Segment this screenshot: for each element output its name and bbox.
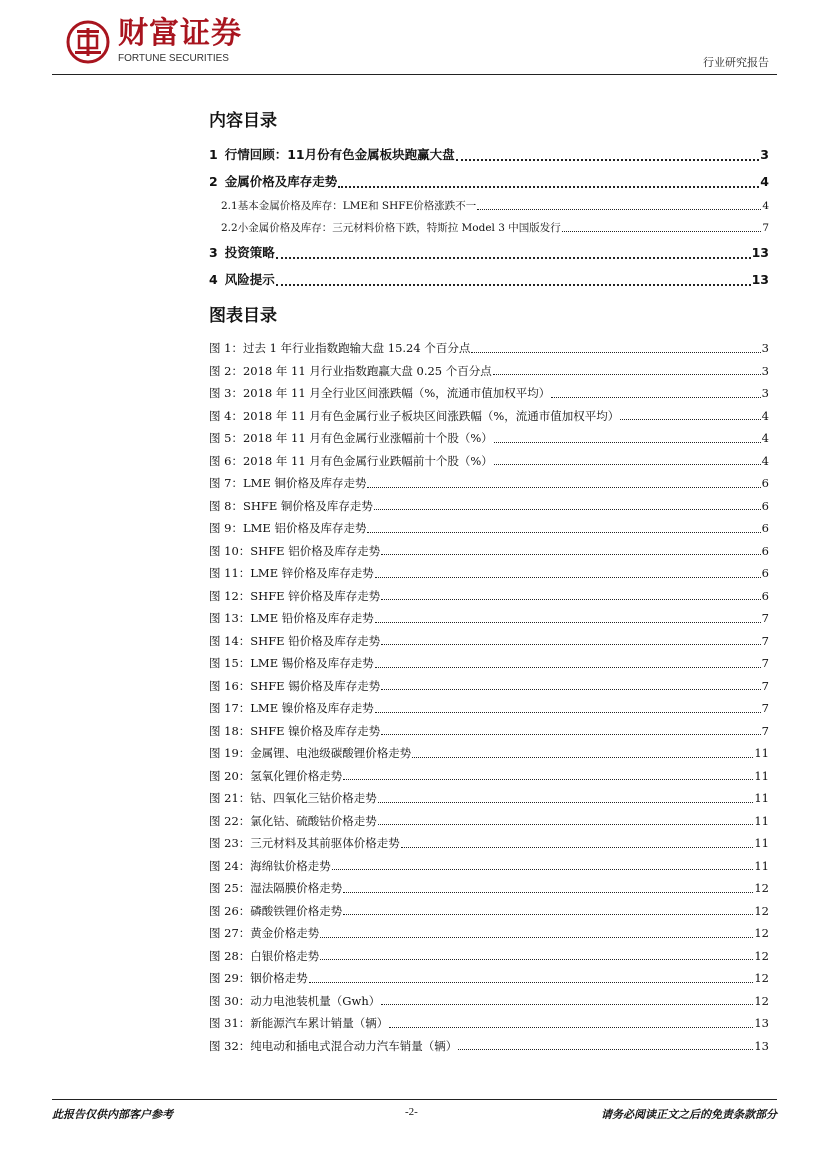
- figure-entry-page: 6: [761, 588, 769, 603]
- figure-entry-text: [209, 495, 373, 518]
- figure-entry[interactable]: [209, 990, 769, 1013]
- figure-entry[interactable]: [209, 427, 769, 450]
- figure-entry-page: 3: [761, 386, 769, 400]
- dot-leader: [381, 592, 760, 600]
- figure-entry-title: SHFE 锌价格及库存走势: [250, 588, 381, 603]
- figure-entry[interactable]: [209, 607, 769, 630]
- footer-notice: 请务必阅读正文之后的免责条款部分: [601, 1108, 777, 1121]
- figure-entry[interactable]: [209, 697, 769, 720]
- figure-entry-text: [209, 765, 342, 788]
- figure-entry-text: [209, 697, 374, 720]
- figure-entry-title: LME 铜价格及库存走势: [242, 476, 367, 490]
- figure-entry-title: 钴、四氧化三钴价格走势: [250, 791, 377, 805]
- figure-entry-label: 图 18：: [209, 723, 251, 738]
- footer-divider: [52, 1099, 777, 1100]
- figure-entry-page: 4: [761, 431, 769, 445]
- toc-entry-number: 2.2: [221, 222, 238, 234]
- figure-entry-label: 图 16：: [209, 678, 251, 693]
- toc-entry-number: 1: [209, 147, 218, 162]
- figure-entry-text: [209, 945, 319, 968]
- dot-leader: [378, 795, 754, 803]
- toc-entry-number: 4: [209, 272, 218, 287]
- figure-entry-label: 图 9：: [209, 521, 243, 535]
- figure-entry-title: SHFE 锡价格及库存走势: [250, 678, 381, 693]
- figure-entry-text: [209, 472, 366, 495]
- figure-entry[interactable]: [209, 630, 769, 653]
- figure-entry-title: SHFE 铝价格及库存走势: [250, 543, 381, 558]
- figure-entry[interactable]: [209, 675, 769, 698]
- fortune-logo-icon: [66, 20, 110, 64]
- toc-entry[interactable]: [209, 217, 769, 239]
- figure-entry[interactable]: [209, 360, 769, 383]
- figure-entry-label: 图 4：: [209, 408, 243, 423]
- figure-entry-text: [209, 922, 319, 945]
- dot-leader: [381, 682, 760, 690]
- figure-entry-label: 图 6：: [209, 453, 243, 468]
- dot-leader: [276, 250, 751, 259]
- figure-entry-title: LME 镍价格及库存走势: [250, 701, 374, 715]
- figure-entry-page: 6: [761, 476, 769, 490]
- toc-entry[interactable]: [209, 195, 769, 217]
- figure-entry[interactable]: [209, 562, 769, 585]
- figure-entry-label: 图 31：: [209, 1016, 251, 1030]
- figure-entry-page: 11: [754, 791, 769, 805]
- figure-entry-label: 图 23：: [209, 836, 251, 850]
- figure-entry-label: 图 1：: [209, 341, 243, 355]
- figure-entry-text: [209, 1012, 388, 1035]
- figure-entry-title: 磷酸铁锂价格走势: [250, 903, 343, 918]
- dot-leader: [332, 862, 754, 870]
- figure-entry-page: 11: [754, 768, 769, 783]
- dot-leader: [378, 817, 754, 825]
- toc-entry-text: [221, 217, 561, 239]
- page-header: [0, 0, 827, 80]
- figure-entry[interactable]: [209, 585, 769, 608]
- figure-entry-label: 图 17：: [209, 701, 251, 715]
- figure-entry-text: [209, 607, 374, 630]
- figure-entry-title: 氯化钴、硫酸钴价格走势: [250, 813, 377, 828]
- figure-entry-page: 7: [761, 701, 769, 715]
- dot-leader: [367, 525, 760, 533]
- toc-entry-text: [209, 168, 337, 195]
- toc-entry-number: 3: [209, 245, 218, 260]
- dot-leader: [477, 202, 761, 210]
- page-number: -2-: [405, 1106, 418, 1118]
- figure-entry-text: [209, 540, 380, 563]
- figures-list: [209, 337, 769, 1057]
- figure-entry-label: 图 27：: [209, 926, 251, 940]
- logo-english-name: FORTUNE SECURITIES: [118, 53, 229, 64]
- figure-entry[interactable]: [209, 450, 769, 473]
- figure-entry-label: 图 30：: [209, 993, 251, 1008]
- figure-entry-text: [209, 382, 550, 405]
- figure-entry-text: [209, 630, 380, 653]
- dot-leader: [471, 345, 760, 353]
- toc-title: 内容目录: [209, 111, 277, 131]
- figure-entry-text: [209, 652, 374, 675]
- dot-leader: [375, 570, 761, 578]
- figure-entry-text: [209, 562, 374, 585]
- figure-entry-label: 图 29：: [209, 971, 251, 985]
- figure-entry-page: 12: [754, 993, 769, 1008]
- toc-entry-title: 行情回顾：11月份有色金属板块跑赢大盘: [224, 147, 455, 162]
- figure-entry-text: [209, 585, 380, 608]
- figure-entry-title: 2018 年 11 月有色金属行业子板块区间涨跌幅（%，流通市值加权平均）: [242, 408, 620, 423]
- figure-entry-text: [209, 720, 380, 743]
- toc-entry-number: 2.1: [221, 200, 238, 212]
- figure-entry-text: [209, 360, 492, 383]
- dot-leader: [562, 224, 762, 232]
- figure-entry-page: 12: [754, 971, 769, 985]
- figure-entry[interactable]: [209, 922, 769, 945]
- figure-entry-title: 2018 年 11 月有色金属行业涨幅前十个股（%）: [242, 431, 493, 445]
- figure-entry-page: 11: [754, 836, 769, 850]
- dot-leader: [381, 727, 760, 735]
- figure-entry[interactable]: [209, 382, 769, 405]
- toc-entry-page: 4: [762, 200, 769, 212]
- figure-entry-title: SHFE 铅价格及库存走势: [250, 633, 381, 648]
- figure-entry[interactable]: [209, 877, 769, 900]
- figure-entry[interactable]: [209, 810, 769, 833]
- dot-leader: [381, 547, 760, 555]
- figure-entry[interactable]: [209, 1012, 769, 1035]
- figure-entry-title: 氢氧化锂价格走势: [250, 768, 343, 783]
- figures-title: 图表目录: [209, 306, 277, 326]
- dot-leader: [276, 277, 751, 286]
- figure-entry-title: 2018 年 11 月有色金属行业跌幅前十个股（%）: [242, 453, 493, 468]
- footer-disclaimer: 此报告仅供内部客户参考: [52, 1108, 173, 1121]
- toc-entry[interactable]: [209, 266, 769, 293]
- figure-entry[interactable]: [209, 945, 769, 968]
- figure-entry-title: 白银价格走势: [250, 948, 320, 963]
- figure-entry-page: 6: [761, 543, 769, 558]
- figure-entry-page: 11: [754, 746, 769, 760]
- dot-leader: [494, 435, 761, 443]
- toc-entry-title: 基本金属价格及库存：LME和 SHFE价格涨跌不一: [237, 200, 477, 212]
- figure-entry-title: 过去 1 年行业指数跑输大盘 15.24 个百分点: [242, 341, 471, 355]
- figure-entry-label: 图 3：: [209, 386, 243, 400]
- figure-entry-page: 3: [761, 341, 769, 355]
- figure-entry-title: 铟价格走势: [250, 971, 308, 985]
- figure-entry-title: LME 铝价格及库存走势: [242, 521, 367, 535]
- figure-entry[interactable]: [209, 1035, 769, 1058]
- figure-entry-title: LME 锌价格及库存走势: [250, 566, 374, 580]
- figure-entry-text: [209, 1035, 457, 1058]
- dot-leader: [493, 367, 761, 375]
- dot-leader: [320, 952, 753, 960]
- dot-leader: [309, 975, 754, 983]
- figure-entry-label: 图 32：: [209, 1038, 251, 1053]
- dot-leader: [343, 772, 753, 780]
- figure-entry-page: 6: [761, 521, 769, 535]
- toc-entry-page: 4: [760, 174, 769, 189]
- dot-leader: [458, 1042, 753, 1050]
- figure-entry-text: [209, 405, 619, 428]
- figure-entry-title: SHFE 铜价格及库存走势: [242, 498, 373, 513]
- dot-leader: [320, 930, 753, 938]
- toc-entry[interactable]: [209, 168, 769, 195]
- figure-entry-label: 图 11：: [209, 566, 251, 580]
- figure-entry-label: 图 14：: [209, 633, 251, 648]
- toc-entry-text: [209, 266, 275, 293]
- dot-leader: [381, 637, 760, 645]
- figure-entry-page: 12: [754, 948, 769, 963]
- figure-entry[interactable]: [209, 337, 769, 360]
- toc-entry-page: 13: [751, 272, 769, 287]
- figure-entry-title: LME 锡价格及库存走势: [250, 656, 374, 670]
- toc-entry[interactable]: [209, 239, 769, 266]
- report-type-label: 行业研究报告: [703, 56, 769, 69]
- figure-entry-title: 纯电动和插电式混合动力汽车销量（辆）: [250, 1038, 458, 1053]
- figure-entry-page: 6: [761, 566, 769, 580]
- figure-entry-page: 11: [754, 858, 769, 873]
- figure-entry-label: 图 13：: [209, 611, 251, 625]
- figure-entry-label: 图 8：: [209, 498, 243, 513]
- figure-entry-label: 图 15：: [209, 656, 251, 670]
- toc-entry[interactable]: [209, 141, 769, 168]
- figure-entry-page: 12: [754, 881, 769, 895]
- figure-entry-page: 13: [754, 1016, 769, 1030]
- figure-entry-title: 2018 年 11 月行业指数跑赢大盘 0.25 个百分点: [242, 363, 492, 378]
- dot-leader: [375, 660, 761, 668]
- toc-entry-page: 3: [760, 147, 769, 162]
- figure-entry[interactable]: [209, 495, 769, 518]
- figure-entry[interactable]: [209, 787, 769, 810]
- figure-entry-text: [209, 855, 331, 878]
- figure-entry-page: 11: [754, 813, 769, 828]
- toc-entry-title: 投资策略: [224, 245, 275, 260]
- figure-entry-page: 7: [761, 656, 769, 670]
- dot-leader: [389, 1020, 753, 1028]
- dot-leader: [456, 152, 760, 161]
- toc-entry-page: 13: [751, 245, 769, 260]
- figure-entry-title: 黄金价格走势: [250, 926, 320, 940]
- figure-entry-text: [209, 337, 470, 360]
- toc-entry-title: 风险提示: [224, 272, 275, 287]
- figure-entry-page: 3: [761, 363, 769, 378]
- figure-entry[interactable]: [209, 832, 769, 855]
- figure-entry[interactable]: [209, 652, 769, 675]
- logo-chinese-name: 财富证券: [118, 16, 242, 51]
- figure-entry[interactable]: [209, 540, 769, 563]
- figure-entry-label: 图 22：: [209, 813, 251, 828]
- figure-entry-page: 4: [761, 453, 769, 468]
- figure-entry[interactable]: [209, 765, 769, 788]
- dot-leader: [551, 390, 760, 398]
- dot-leader: [375, 615, 761, 623]
- figure-entry[interactable]: [209, 742, 769, 765]
- figure-entry-page: 7: [761, 611, 769, 625]
- figure-entry-text: [209, 787, 377, 810]
- dot-leader: [401, 840, 754, 848]
- figure-entry-label: 图 19：: [209, 746, 251, 760]
- figure-entry-title: 海绵钛价格走势: [250, 858, 331, 873]
- figure-entry-title: SHFE 镍价格及库存走势: [250, 723, 381, 738]
- figure-entry-text: [209, 675, 380, 698]
- figure-entry-text: [209, 832, 400, 855]
- figure-entry-label: 图 5：: [209, 431, 243, 445]
- figure-entry-label: 图 7：: [209, 476, 243, 490]
- figure-entry-page: 12: [754, 903, 769, 918]
- header-divider: [52, 74, 777, 75]
- figure-entry-title: 湿法隔膜价格走势: [250, 881, 343, 895]
- dot-leader: [412, 750, 753, 758]
- figure-entry-label: 图 28：: [209, 948, 251, 963]
- figure-entry-title: 三元材料及其前驱体价格走势: [250, 836, 400, 850]
- toc-entry-page: 7: [762, 222, 769, 234]
- figure-entry-label: 图 26：: [209, 903, 251, 918]
- figure-entry-text: [209, 967, 308, 990]
- toc-entry-number: 2: [209, 174, 218, 189]
- figure-entry[interactable]: [209, 517, 769, 540]
- dot-leader: [338, 179, 759, 188]
- figure-entry-label: 图 21：: [209, 791, 251, 805]
- figure-entry-title: 2018 年 11 月全行业区间涨跌幅（%，流通市值加权平均）: [242, 386, 551, 400]
- figure-entry-title: 金属锂、电池级碳酸锂价格走势: [250, 746, 412, 760]
- figure-entry-text: [209, 517, 366, 540]
- figure-entry-text: [209, 810, 377, 833]
- dot-leader: [367, 480, 760, 488]
- figure-entry-page: 7: [761, 633, 769, 648]
- toc-entry-title: 金属价格及库存走势: [224, 174, 338, 189]
- dot-leader: [381, 997, 753, 1005]
- figure-entry-label: 图 12：: [209, 588, 251, 603]
- figure-entry[interactable]: [209, 472, 769, 495]
- figure-entry[interactable]: [209, 720, 769, 743]
- figure-entry[interactable]: [209, 855, 769, 878]
- figure-entry-page: 4: [761, 408, 769, 423]
- toc-entry-text: [221, 195, 476, 217]
- figure-entry-text: [209, 900, 342, 923]
- figure-entry-text: [209, 990, 380, 1013]
- figure-entry-page: 7: [761, 723, 769, 738]
- figure-entry-text: [209, 742, 411, 765]
- dot-leader: [343, 907, 753, 915]
- dot-leader: [494, 457, 761, 465]
- figure-entry-page: 13: [754, 1038, 769, 1053]
- dot-leader: [620, 412, 760, 420]
- figure-entry-label: 图 2：: [209, 363, 243, 378]
- figure-entry-page: 7: [761, 678, 769, 693]
- figure-entry[interactable]: [209, 405, 769, 428]
- figure-entry-text: [209, 427, 493, 450]
- dot-leader: [374, 502, 761, 510]
- figure-entry-page: 12: [754, 926, 769, 940]
- toc-entry-text: [209, 239, 275, 266]
- figure-entry-label: 图 10：: [209, 543, 251, 558]
- figure-entry-text: [209, 450, 493, 473]
- figure-entry-page: 6: [761, 498, 769, 513]
- dot-leader: [343, 885, 753, 893]
- figure-entry-title: 动力电池装机量（Gwh）: [250, 993, 381, 1008]
- figure-entry-title: LME 铅价格及库存走势: [250, 611, 374, 625]
- figure-entry[interactable]: [209, 967, 769, 990]
- toc-list: [209, 141, 769, 293]
- figure-entry-label: 图 24：: [209, 858, 251, 873]
- toc-entry-title: 小金属价格及库存：三元材料价格下跌，特斯拉 Model 3 中国版发行: [237, 222, 561, 234]
- figure-entry-label: 图 20：: [209, 768, 251, 783]
- toc-entry-text: [209, 141, 455, 168]
- dot-leader: [375, 705, 761, 713]
- figure-entry[interactable]: [209, 900, 769, 923]
- figure-entry-title: 新能源汽车累计销量（辆）: [250, 1016, 389, 1030]
- figure-entry-label: 图 25：: [209, 881, 251, 895]
- figure-entry-text: [209, 877, 342, 900]
